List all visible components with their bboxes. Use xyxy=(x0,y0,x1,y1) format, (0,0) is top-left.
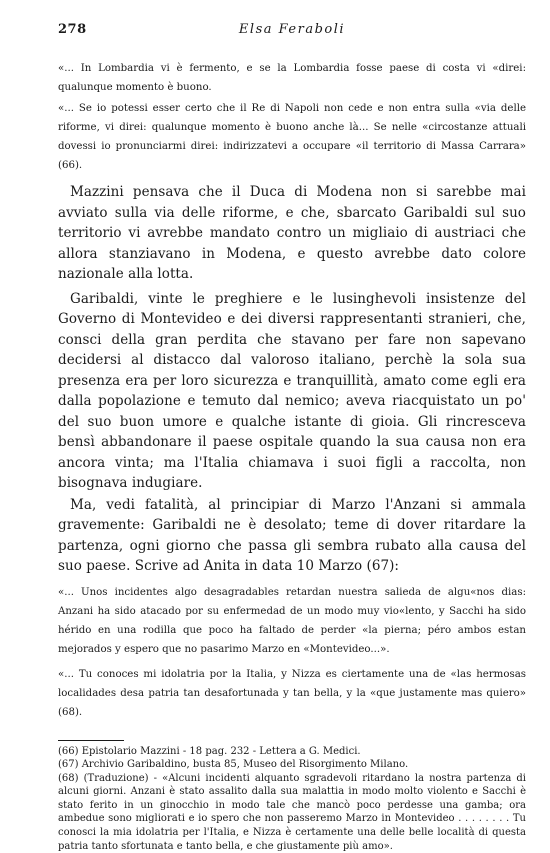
paragraph-mazzini: Mazzini pensava che il Duca di Modena non si sarebbe mai avviato sulla via delle riforme, e che, sbarcato Garibaldi sul suo territorio vi avrebbe mandato contro un migliaio di austriaci che allora stanziavano in Modena, e questo avrebbe dato colore nazionale alla lotta. xyxy=(58,182,526,285)
footnote-66: (66) Epistolario Mazzini - 18 pag. 232 - Lettera a G. Medici. xyxy=(58,745,526,759)
quotation-lombardia: «... In Lombardia vi è fermento, e se la Lombardia fosse paese di costa vi «direi: qualunque momento è buono. xyxy=(58,59,526,97)
paragraph-garibaldi: Garibaldi, vinte le preghiere e le lusinghevoli insistenze del Governo di Montevideo e dei diversi rappresentanti stranieri, che, consci della gran perdita che stavano per fare non sapevano decidersi al distacco dal valoroso italiano, perchè la sola sua presenza era per loro sicurezza e tranquillità, amato come egli era dalla popolazione e temuto dal nemico; aveva riacquistato un po' del suo buon umore e qualche istante di gioia. Gli rincresceva bensì abbandonare il paese ospitale quando la sua causa non era ancora vinta; ma l'Italia chiamava i suoi figli a raccolta, non bisognava indugiare. xyxy=(58,289,526,494)
footnote-67: (67) Archivio Garibaldino, busta 85, Museo del Risorgimento Milano. xyxy=(58,758,526,772)
page-number: 278 xyxy=(58,22,87,37)
footnotes xyxy=(58,745,526,853)
paragraph-anzani: Ma, vedi fatalità, al principiar di Marzo l'Anzani si ammala gravemente: Garibaldi ne è desolato; teme di dover ritardare la partenza, ogni giorno che passa gli sembra rubato alla causa del suo paese. Scrive ad Anita in data 10 Marzo (67): xyxy=(58,495,526,577)
page-header xyxy=(58,22,526,44)
footnote-separator xyxy=(58,740,124,741)
running-title: Elsa Feraboli xyxy=(58,22,526,37)
quotation-napoli: «... Se io potessi esser certo che il Re di Napoli non cede e non entra sulla «via delle riforme, vi direi: qualunque momento è buono anche là... Se nelle «circostanze attuali dovessi io pronunciarmi direi: indirizzatevi a occupare «il territorio di Massa Carrara» (66). xyxy=(58,99,526,175)
book-page xyxy=(58,22,526,853)
footnote-68: (68) (Traduzione) - «Alcuni incidenti alquanto sgradevoli ritardano la nostra partenza di alcuni giorni. Anzani è stato assalito dalla sua malattia in modo molto violento e Sacchi è stato ferito in un ginocchio in modo tale che mancò poco perdesse una gamba; ora ambedue sono migliorati e io spero che non passeremo Marzo in Montevideo . . . . . . . . Tu conosci la mia idolatria per l'Italia, e Nizza è certamente una delle belle località di questa patria tanto sfortunata e tanto bella, e che giustamente più amo». xyxy=(58,772,526,853)
quotation-spanish-nizza: «... Tu conoces mi idolatria por la Italia, y Nizza es ciertamente una de «las hermosas localidades desa patria tan desafortunada y tan bella, y la «que justamente mas quiero» (68). xyxy=(58,665,526,722)
quotation-spanish-letter: «... Unos incidentes algo desagradables retardan nuestra salieda de algu«nos dias: Anzani ha sido atacado por su enfermedad de un modo muy vio«lento, y Sacchi ha sido hérido en una rodilla que poco ha faltado de perder «la pierna; péro ambos estan mejorados y espero que no pasarimo Marzo en «Montevideo...». xyxy=(58,583,526,659)
